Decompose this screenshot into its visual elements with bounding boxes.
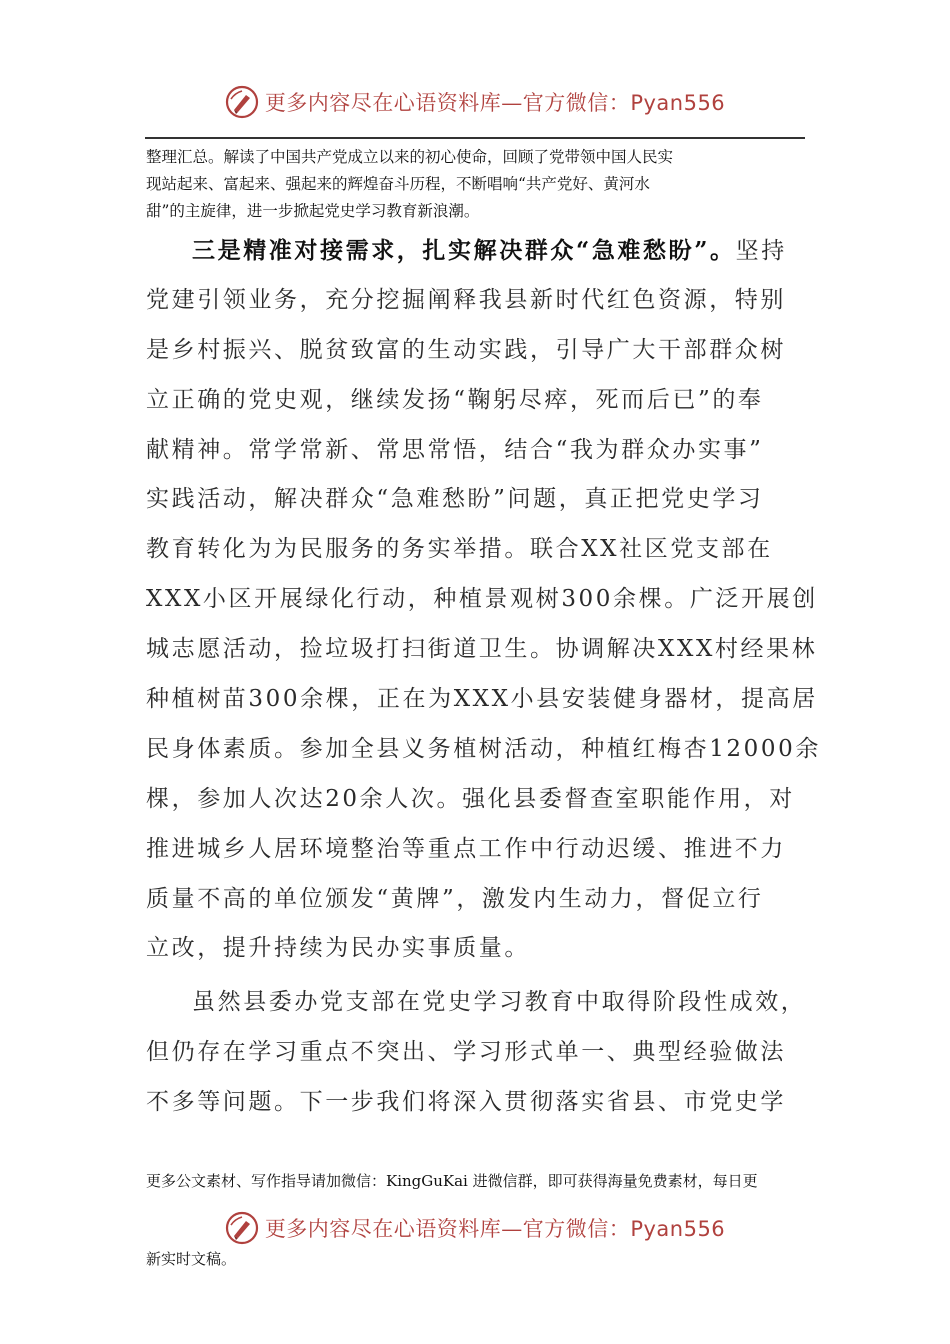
body-line: 立改，提升持续为民办实事质量。 [146, 935, 530, 962]
footer-promo-line-end: 新实时文稿。 [146, 1250, 237, 1268]
watermark-text: 更多内容尽在心语资料库—官方微信：Pyan556 [264, 1217, 726, 1241]
pen-nib-icon [225, 1211, 259, 1245]
body-line: 献精神。常学常新、常思常悟，结合“我为群众办实事” [146, 436, 764, 463]
footer-watermark [0, 1208, 950, 1248]
body-line: 实践活动，解决群众“急难愁盼”问题，真正把党史学习 [146, 486, 764, 513]
section-three-heading-line [146, 226, 806, 276]
main-body [146, 226, 821, 1128]
intro-line: 现站起来、富起来、强起来的辉煌奋斗历程，不断唱响“共产党好、黄河水 [146, 175, 650, 193]
closing-line: 不多等问题。下一步我们将深入贯彻落实省县、市党史学 [146, 1089, 786, 1116]
body-line: 棵，参加人次达20余人次。强化县委督查室职能作用，对 [146, 785, 795, 812]
closing-line: 虽然县委办党支部在党史学习教育中取得阶段性成效， [192, 989, 807, 1016]
body-line: 党建引领业务，充分挖掘阐释我县新时代红色资源，特别 [146, 286, 786, 313]
intro-line: 整理汇总。解读了中国共产党成立以来的初心使命，回顾了党带领中国人民实 [146, 148, 674, 166]
watermark-wechat-id: Pyan556 [630, 91, 726, 115]
closing-line: 但仍存在学习重点不突出、学习形式单一、典型经验做法 [146, 1039, 786, 1066]
watermark-wechat-id: Pyan556 [630, 1217, 726, 1241]
body-line: 民身体素质。参加全县义务植树活动，种植红梅杏12000余 [146, 735, 821, 762]
section-three-heading: 三是精准对接需求，扎实解决群众“急难愁盼”。 [192, 237, 736, 264]
section-three-heading-tail: 坚持 [735, 238, 787, 264]
body-line: 城志愿活动，捡垃圾打扫街道卫生。协调解决XXX村经果林 [146, 636, 818, 663]
pen-nib-icon [225, 85, 259, 119]
header-watermark [0, 82, 950, 122]
intro-paragraph [146, 144, 806, 225]
watermark-text: 更多内容尽在心语资料库—官方微信：Pyan556 [264, 91, 726, 115]
intro-line: 甜”的主旋律，进一步掀起党史学习教育新浪潮。 [146, 202, 480, 220]
header-divider [145, 137, 805, 139]
body-line: 种植树苗300余棵，正在为XXX小县安装健身器材，提高居 [146, 686, 818, 713]
body-line: 质量不高的单位颁发“黄牌”，激发内生动力，督促立行 [146, 885, 764, 912]
body-line: XXX小区开展绿化行动，种植景观树300余棵。广泛开展创 [146, 586, 818, 613]
body-line: 是乡村振兴、脱贫致富的生动实践，引导广大干部群众树 [146, 336, 786, 363]
body-line: 教育转化为为民服务的务实举措。联合XX社区党支部在 [146, 536, 773, 563]
body-line: 立正确的党史观，继续发扬“鞠躬尽瘁，死而后已”的奉 [146, 386, 764, 413]
footer-promo-line: 更多公文素材、写作指导请加微信：KingGuKai 进微信群，即可获得海量免费素材，每日更 [146, 1172, 758, 1190]
body-line: 推进城乡人居环境整治等重点工作中行动迟缓、推进不力 [146, 835, 786, 862]
